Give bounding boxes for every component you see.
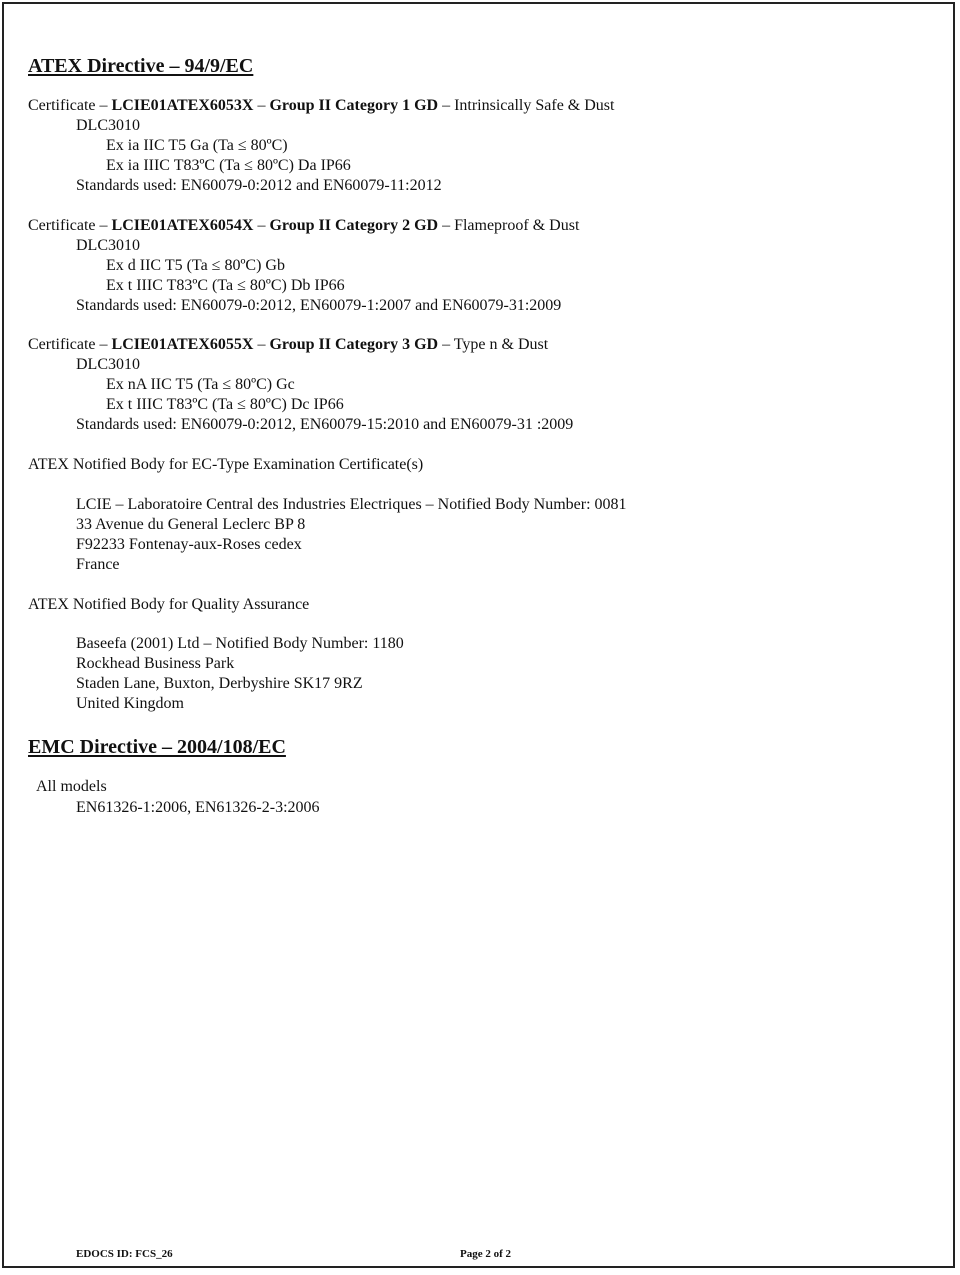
separator: – — [253, 336, 270, 353]
certificate-prefix: Certificate – — [28, 336, 112, 353]
separator: – — [253, 217, 270, 234]
certificate-1-model: DLC3010 — [76, 117, 140, 134]
certificate-2-marking-2: Ex t IIIC T83ºC (Ta ≤ 80ºC) Db IP66 — [106, 277, 345, 294]
notified-body-qa-title: ATEX Notified Body for Quality Assurance — [28, 596, 310, 613]
footer-doc-id: EDOCS ID: FCS_26 — [76, 1248, 173, 1260]
certificate-type: – Flameproof & Dust — [438, 217, 580, 234]
certificate-3-model: DLC3010 — [76, 356, 140, 373]
emc-models: All models — [36, 778, 107, 795]
notified-body-ec-line: France — [76, 556, 120, 573]
certificate-2-marking-1: Ex d IIC T5 (Ta ≤ 80ºC) Gb — [106, 257, 285, 274]
emc-heading: EMC Directive – 2004/108/EC — [28, 736, 286, 758]
separator: – — [253, 97, 270, 114]
certificate-id: LCIE01ATEX6054X — [111, 217, 254, 234]
certificate-2-model: DLC3010 — [76, 237, 140, 254]
certificate-2-line — [28, 216, 579, 236]
notified-body-qa-line: Rockhead Business Park — [76, 655, 235, 672]
certificate-group: Group II Category 3 GD — [269, 336, 439, 353]
certificate-1-marking-2: Ex ia IIIC T83ºC (Ta ≤ 80ºC) Da IP66 — [106, 157, 351, 174]
certificate-type: – Intrinsically Safe & Dust — [438, 97, 615, 114]
certificate-1-marking-1: Ex ia IIC T5 Ga (Ta ≤ 80ºC) — [106, 137, 288, 154]
notified-body-ec-line: F92233 Fontenay-aux-Roses cedex — [76, 536, 302, 553]
notified-body-qa-line: Staden Lane, Buxton, Derbyshire SK17 9RZ — [76, 675, 363, 692]
notified-body-qa-line: Baseefa (2001) Ltd – Notified Body Number: 1180 — [76, 635, 404, 652]
certificate-3-marking-1: Ex nA IIC T5 (Ta ≤ 80ºC) Gc — [106, 376, 295, 393]
certificate-id: LCIE01ATEX6053X — [111, 97, 254, 114]
certificate-type: – Type n & Dust — [438, 336, 549, 353]
certificate-3-marking-2: Ex t IIIC T83ºC (Ta ≤ 80ºC) Dc IP66 — [106, 396, 344, 413]
notified-body-qa-line: United Kingdom — [76, 695, 184, 712]
emc-standards: EN61326-1:2006, EN61326-2-3:2006 — [76, 799, 320, 816]
document-page — [2, 2, 955, 1268]
certificate-prefix: Certificate – — [28, 97, 112, 114]
certificate-group: Group II Category 1 GD — [269, 97, 439, 114]
certificate-1-line — [28, 96, 614, 116]
notified-body-ec-line: LCIE – Laboratoire Central des Industries Electriques – Notified Body Number: 0081 — [76, 496, 627, 513]
notified-body-ec-title: ATEX Notified Body for EC-Type Examination Certificate(s) — [28, 456, 424, 473]
certificate-prefix: Certificate – — [28, 217, 112, 234]
certificate-2-standards: Standards used: EN60079-0:2012, EN60079-1:2007 and EN60079-31:2009 — [76, 297, 562, 314]
certificate-3-line — [28, 335, 548, 355]
certificate-1-standards: Standards used: EN60079-0:2012 and EN60079-11:2012 — [76, 177, 442, 194]
atex-heading: ATEX Directive – 94/9/EC — [28, 55, 254, 77]
certificate-group: Group II Category 2 GD — [269, 217, 439, 234]
certificate-3-standards: Standards used: EN60079-0:2012, EN60079-15:2010 and EN60079-31 :2009 — [76, 416, 574, 433]
notified-body-ec-line: 33 Avenue du General Leclerc BP 8 — [76, 516, 306, 533]
certificate-id: LCIE01ATEX6055X — [111, 336, 254, 353]
footer-page-number: Page 2 of 2 — [460, 1248, 512, 1260]
